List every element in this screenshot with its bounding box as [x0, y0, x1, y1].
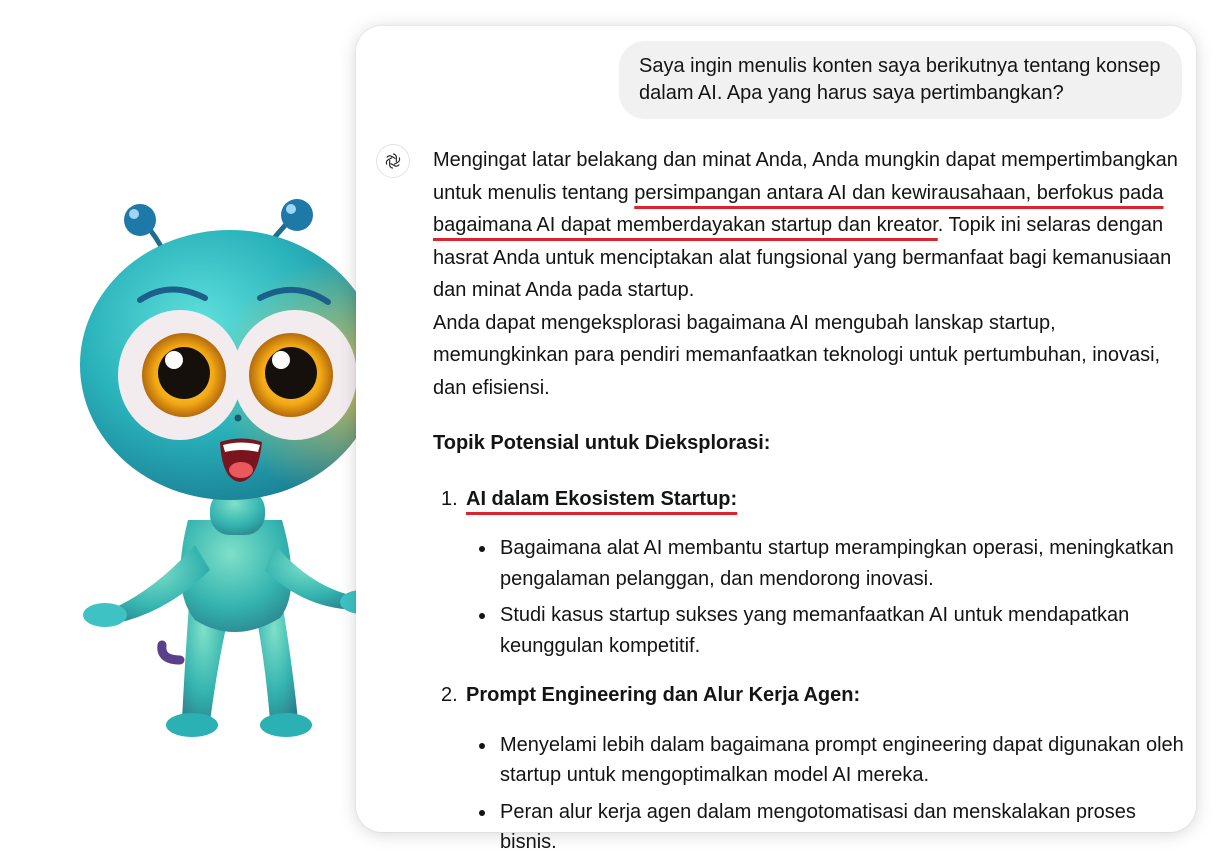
topic-title: Prompt Engineering dan Alur Kerja Agen:: [466, 684, 861, 706]
list-item: [433, 600, 1185, 661]
bullet-text: Peran alur kerja agen dalam mengotomatisasi dan menskalakan proses bisnis.: [500, 800, 1136, 853]
list-item: [433, 533, 1185, 594]
bullet-text: Menyelami lebih dalam bagaimana prompt engineering dapat digunakan oleh startup untuk mengoptimalkan model AI mereka.: [500, 733, 1184, 786]
answer-paragraph-2: Anda dapat mengeksplorasi bagaimana AI mengubah lanskap startup, memungkinkan para pendiri memanfaatkan teknologi untuk pertumbuhan, inovasi, dan efisiensi.: [433, 311, 1161, 399]
user-message-bubble: [619, 41, 1182, 119]
chat-window: [356, 26, 1196, 853]
bullet-dot: [479, 810, 485, 816]
topic-item-1: [433, 483, 1185, 516]
answer-p1-text-a: Mengingat latar belakang dan minat Anda, Anda mungkin dapat mempertimbangkan untuk menulis tentang: [433, 149, 1178, 204]
topics-heading: Topik Potensial untuk Dieksplorasi:: [433, 432, 771, 454]
bullet-dot: [479, 613, 485, 619]
user-message-text: Saya ingin menulis konten saya berikutnya tentang konsep dalam AI. Apa yang harus saya pertimbangkan?: [639, 55, 1161, 104]
topic-2-bullets: [433, 730, 1185, 858]
topic-title: AI dalam Ekosistem Startup:: [466, 487, 738, 510]
topic-number: 1.: [441, 487, 458, 510]
alien-mascot-illustration: [70, 190, 400, 750]
bullet-text: Studi kasus startup sukses yang memanfaatkan AI untuk mendapatkan keunggulan kompetitif.: [500, 604, 1130, 657]
bullet-text: Bagaimana alat AI membantu startup merampingkan operasi, meningkatkan pengalaman pelanggan, dan mendorong inovasi.: [500, 537, 1174, 590]
answer-paragraph-1: [433, 144, 1185, 307]
bullet-dot: [479, 546, 485, 552]
topic-item-2: [433, 679, 1185, 712]
topic-1-bullets: [433, 533, 1185, 661]
bullet-dot: [479, 743, 485, 749]
list-item: [433, 797, 1185, 858]
topic-number: 2.: [441, 684, 458, 706]
answer-p1-text-b: . Topik ini selaras dengan hasrat Anda untuk menciptakan alat fungsional yang bermanfaat bagi kemanusiaan dan minat Anda pada startup.: [433, 214, 1172, 301]
assistant-answer: [433, 144, 1185, 864]
highlighted-phrase: persimpangan antara AI dan kewirausahaan, berfokus pada bagaimana AI dapat memberdayakan startup dan kreator: [433, 181, 1164, 236]
list-item: [433, 730, 1185, 791]
openai-logo-icon: [376, 144, 410, 178]
